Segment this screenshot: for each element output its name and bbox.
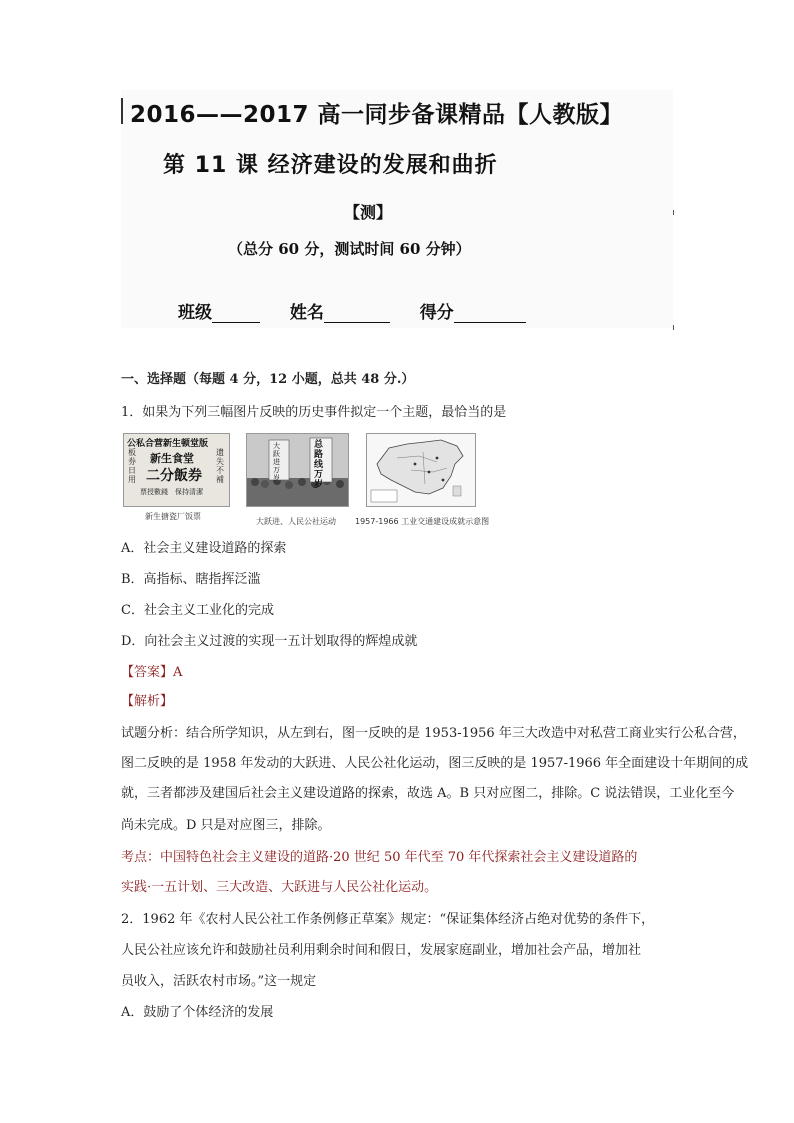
ticket-title: 公私合营新生顿堂版 [127, 439, 209, 449]
header-tick-mark [673, 210, 674, 215]
ticket-line-a: 新生食堂 [150, 452, 194, 465]
q1-analysis-line: 图二反映的是 1958 年发动的大跃进、人民公社化运动，图三反映的是 1957-1966 年全面建设十年期间的成 [121, 756, 749, 771]
meal-ticket-photo-icon [123, 433, 230, 507]
q1-analysis-label: 【解析】 [121, 694, 174, 709]
q1-option-a[interactable]: A．社会主义建设道路的探索 [121, 541, 287, 556]
image-caption-2: 大跃进、人民公社运动 [256, 517, 336, 526]
q1-analysis-line: 就，三者都涉及建国后社会主义建设道路的探索，故选 A。B 只对应图二，排除。C 说法错误，工业化至今 [121, 786, 735, 801]
name-blank[interactable] [324, 304, 390, 323]
q2-option-a[interactable]: A．鼓励了个体经济的发展 [121, 1005, 274, 1020]
header-tick-mark [673, 325, 674, 330]
china-map-diagram-icon [366, 433, 476, 507]
name-label: 姓名 [289, 303, 324, 323]
score-label: 得分 [419, 303, 454, 323]
q1-option-c[interactable]: C．社会主义工业化的完成 [121, 603, 274, 618]
map-svg [367, 434, 475, 506]
ticket-side-right: 遗失不補 [216, 448, 224, 484]
q1-answer: 【答案】A [121, 665, 183, 680]
image-caption-1: 新生搪瓷厂饭票 [145, 512, 201, 521]
question-1-stem: 1．如果为下列三幅图片反映的历史事件拟定一个主题，最恰当的是 [121, 405, 507, 420]
score-blank[interactable] [454, 304, 526, 323]
q2-stem-line: 人民公社应该允许和鼓励社员利用剩余时间和假日，发展家庭副业，增加社会产品，增加社 [121, 943, 642, 958]
lesson-title: 第 11 课 经济建设的发展和曲折 [163, 153, 498, 178]
class-label: 班级 [178, 303, 212, 323]
q1-analysis-line: 尚未完成。D 只是对应图三，排除。 [121, 818, 331, 833]
banner-b: 总路线万岁 [314, 440, 324, 490]
banner-a: 大跃进万岁 [273, 442, 280, 482]
class-blank[interactable] [212, 304, 260, 323]
section-heading: 一、选择题（每题 4 分，12 小题，总共 48 分.） [121, 372, 415, 387]
q2-stem-line: 2．1962 年《农村人民公社工作条例修正草案》规定：“保证集体经济占绝对优势的条件下， [121, 912, 655, 927]
q1-option-b[interactable]: B．高指标、瞎指挥泛滥 [121, 572, 261, 587]
crowd-photo-svg [247, 434, 348, 506]
q1-point-line: 实践·一五计划、三大改造、大跃进与人民公社化运动。 [121, 880, 438, 895]
document-title: 2016——2017 高一同步备课精品【人教版】 [130, 102, 624, 128]
test-tag: 【测】 [344, 203, 393, 222]
crowd-march-photo-icon [246, 433, 349, 507]
q1-point-line: 考点：中国特色社会主义建设的道路·20 世纪 50 年代至 70 年代探索社会主义建设道路的 [121, 850, 638, 865]
score-info: （总分 60 分，测试时间 60 分钟） [228, 240, 471, 258]
ticket-line-b: 二分飯券 [146, 468, 202, 484]
student-info-row [178, 298, 526, 323]
q2-stem-line: 员收入，活跃农村市场。”这一规定 [121, 974, 317, 989]
q1-option-d[interactable]: D．向社会主义过渡的实现一五计划取得的辉煌成就 [121, 634, 418, 649]
header-left-bar [121, 98, 123, 124]
image-caption-3: 1957-1966 工业交通建设成就示意图 [355, 517, 490, 526]
ticket-footer: 票授數錢 保持清潔 [140, 488, 203, 496]
q1-analysis-line: 试题分析：结合所学知识，从左到右，图一反映的是 1953-1956 年三大改造中对私营工商业实行公私合营， [121, 726, 746, 741]
ticket-side-left: 板券日用 [128, 448, 136, 484]
